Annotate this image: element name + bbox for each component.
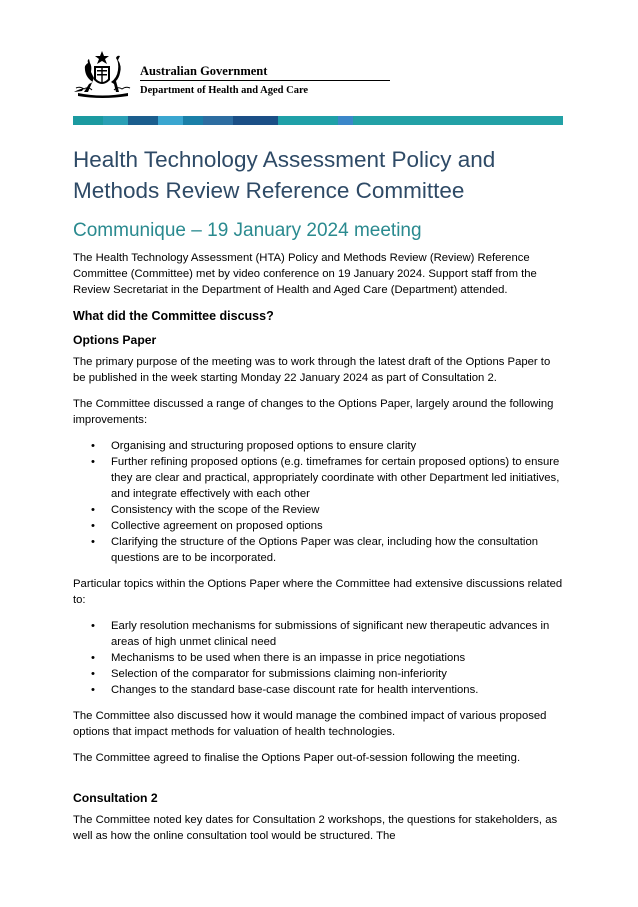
section-heading-consultation: Consultation 2 (73, 791, 158, 805)
band-segment (183, 116, 203, 125)
paragraph: The Committee discussed a range of changes to the Options Paper, largely around the following improvements: (73, 398, 554, 426)
subheading-options-paper: Options Paper (73, 333, 157, 347)
spacer (73, 776, 565, 790)
list-item: • Early resolution mechanisms for submissions of significant new therapeutic advances in areas of high unmet clinical need (111, 618, 565, 650)
band-segment (338, 116, 353, 125)
bullet-list-topics (73, 618, 565, 698)
list-item: • Collective agreement on proposed options (111, 518, 565, 534)
page-subtitle: Communique – 19 January 2024 meeting (73, 220, 422, 241)
organisation-block (140, 63, 390, 97)
government-logo (72, 48, 332, 100)
paragraph: Particular topics within the Options Paper where the Committee had extensive discussions related to: (73, 578, 563, 606)
color-band (73, 116, 563, 125)
section-heading-discuss: What did the Committee discuss? (73, 309, 274, 323)
paragraph: The Committee noted key dates for Consultation 2 workshops, the questions for stakeholders, as well as how the online consultation tool would be structured. The (73, 814, 558, 842)
bullet-list-improvements (73, 438, 565, 566)
list-item: • Clarifying the structure of the Options Paper was clear, including how the consultation questions are to be incorporated. (111, 534, 565, 566)
paragraph: The primary purpose of the meeting was to work through the latest draft of the Options Paper to be published in the week starting Monday 22 January 2024 as part of Consultation 2. (73, 356, 551, 384)
band-segment (233, 116, 278, 125)
band-segment (128, 116, 158, 125)
band-segment (103, 116, 128, 125)
org-name: Australian Government (140, 64, 268, 78)
list-item: • Organising and structuring proposed options to ensure clarity (111, 438, 565, 454)
org-divider (140, 80, 390, 81)
band-segment (203, 116, 233, 125)
page-title: Health Technology Assessment Policy and Methods Review Reference Committee (73, 147, 496, 203)
intro-paragraph: The Health Technology Assessment (HTA) Policy and Methods Review (Review) Reference Committee (Committee) met by video conference on 19 January 2024. Support staff from the Review Secretariat in the Department of Health and Aged Care (Department) attended. (73, 252, 537, 296)
coat-of-arms-icon (72, 48, 134, 98)
paragraph: The Committee also discussed how it would manage the combined impact of various proposed options that impact methods for valuation of health technologies. (73, 710, 547, 738)
list-item: • Mechanisms to be used when there is an impasse in price negotiations (111, 650, 565, 666)
band-segment (73, 116, 103, 125)
list-item: • Further refining proposed options (e.g. timeframes for certain proposed options) to ensure they are clear and practical, appropriately coordinate with other Department led initiatives, and integrate effectively with each other (111, 454, 565, 502)
list-item: • Consistency with the scope of the Review (111, 502, 565, 518)
list-item: • Changes to the standard base-case discount rate for health interventions. (111, 682, 565, 698)
band-segment (158, 116, 183, 125)
list-item: • Selection of the comparator for submissions claiming non-inferiority (111, 666, 565, 682)
band-segment (278, 116, 338, 125)
document-body (73, 250, 565, 854)
band-segment (353, 116, 563, 125)
paragraph: The Committee agreed to finalise the Options Paper out-of-session following the meeting. (73, 752, 521, 764)
department-name: Department of Health and Aged Care (140, 85, 309, 96)
